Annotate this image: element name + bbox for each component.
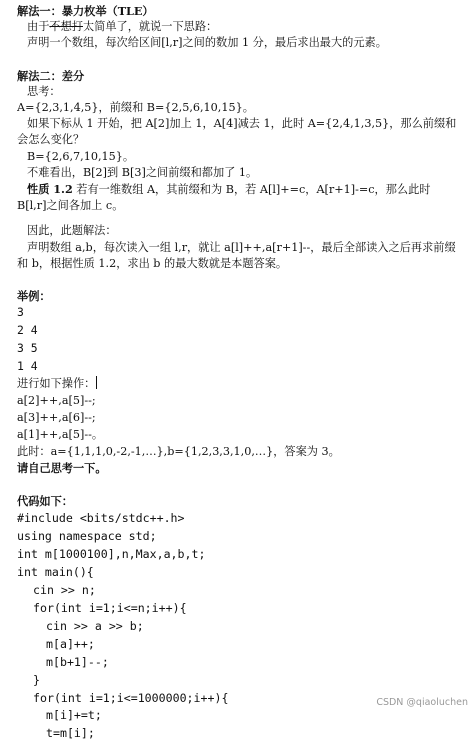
paragraph-line: 因此，此题解法： xyxy=(27,224,117,238)
code-line: t=m[i]; xyxy=(46,726,95,741)
spacer xyxy=(17,272,462,288)
code-line: int m[1000100],n,Max,a,b,t; xyxy=(17,547,206,562)
code-line: cin >> a >> b; xyxy=(46,618,144,633)
code-line: m[i]+=t; xyxy=(46,708,102,723)
paragraph-line: 声明一个数组，每次给区间[l,r]之间的数加 1 分，最后求出最大的元素。 xyxy=(27,36,387,50)
operation-line: a[2]++,a[5]--; xyxy=(17,394,96,408)
section-title-difference: 解法二：差分 xyxy=(17,68,85,83)
property-label: 性质 1.2 xyxy=(27,182,73,197)
paragraph-line: 不难看出，B[2]到 B[3]之间前缀和都加了 1。 xyxy=(27,165,258,179)
operation-line: a[1]++,a[5]--。 xyxy=(17,428,104,442)
operation-intro xyxy=(17,375,462,392)
code-line: using namespace std; xyxy=(17,529,157,544)
text-span: 太简单了，就说一下思路： xyxy=(82,20,218,34)
paragraph-line: B={2,6,7,10,15}。 xyxy=(27,149,135,163)
strikethrough-text: 不想打 xyxy=(49,20,83,34)
code-title: 代码如下： xyxy=(17,494,73,509)
spacer xyxy=(17,52,462,68)
spacer xyxy=(17,214,462,223)
text-span: 若有一维数组 A，其前缀和为 B，若 A[l]+=c，A[r+1]-=c，那么此时 B[l,r]之间各加上 c。 xyxy=(17,183,431,213)
spacer xyxy=(17,477,462,493)
example-input-line: 2 4 xyxy=(17,323,38,338)
property-paragraph xyxy=(17,181,462,214)
example-input-line: 1 4 xyxy=(17,358,38,373)
paragraph-line xyxy=(17,19,462,35)
code-line: m[b+1]--; xyxy=(46,654,109,669)
think-prompt: 请自己思考一下。 xyxy=(17,461,107,476)
code-line: m[a]++; xyxy=(46,636,95,651)
code-line: cin >> n; xyxy=(33,583,96,598)
paragraph-line: A={2,3,1,4,5}，前缀和 B={2,5,6,10,15}。 xyxy=(17,101,254,115)
example-input-line: 3 xyxy=(17,305,24,320)
code-line: int main(){ xyxy=(17,565,94,580)
paragraph-line: 声明数组 a,b，每次读入一组 l,r，就让 a[l]++,a[r+1]--，最后全部读入之后再求前缀和 b，根据性质 1.2，求出 b 的最大数就是本题答案。 xyxy=(17,240,456,270)
code-line: for(int i=1;i<=1000000;i++){ xyxy=(33,690,229,705)
section-title-brute-force: 解法一：暴力枚举（TLE） xyxy=(17,4,154,18)
paragraph-line: 如果下标从 1 开始，把 A[2]加上 1，A[4]减去 1，此时 A={2,4,1,3,5}，那么前缀和会怎么变化？ xyxy=(17,117,457,147)
text-span: 由于 xyxy=(27,20,50,34)
operation-line: a[3]++,a[6]--; xyxy=(17,411,96,425)
code-line: #include <bits/stdc++.h> xyxy=(17,511,185,526)
example-input-line: 3 5 xyxy=(17,340,38,355)
csdn-watermark: CSDN @qiaoluchen xyxy=(376,697,468,708)
text-span: 进行如下操作： xyxy=(17,377,96,391)
result-line: 此时：a={1,1,1,0,-2,-1,…},b={1,2,3,3,1,0,…}，答案为 3。 xyxy=(17,445,340,459)
code-line: } xyxy=(33,672,40,687)
text-cursor xyxy=(96,376,97,389)
code-line: for(int i=1;i<=n;i++){ xyxy=(33,600,187,615)
example-title: 举例： xyxy=(17,289,51,304)
paragraph-line: 思考： xyxy=(27,84,61,98)
